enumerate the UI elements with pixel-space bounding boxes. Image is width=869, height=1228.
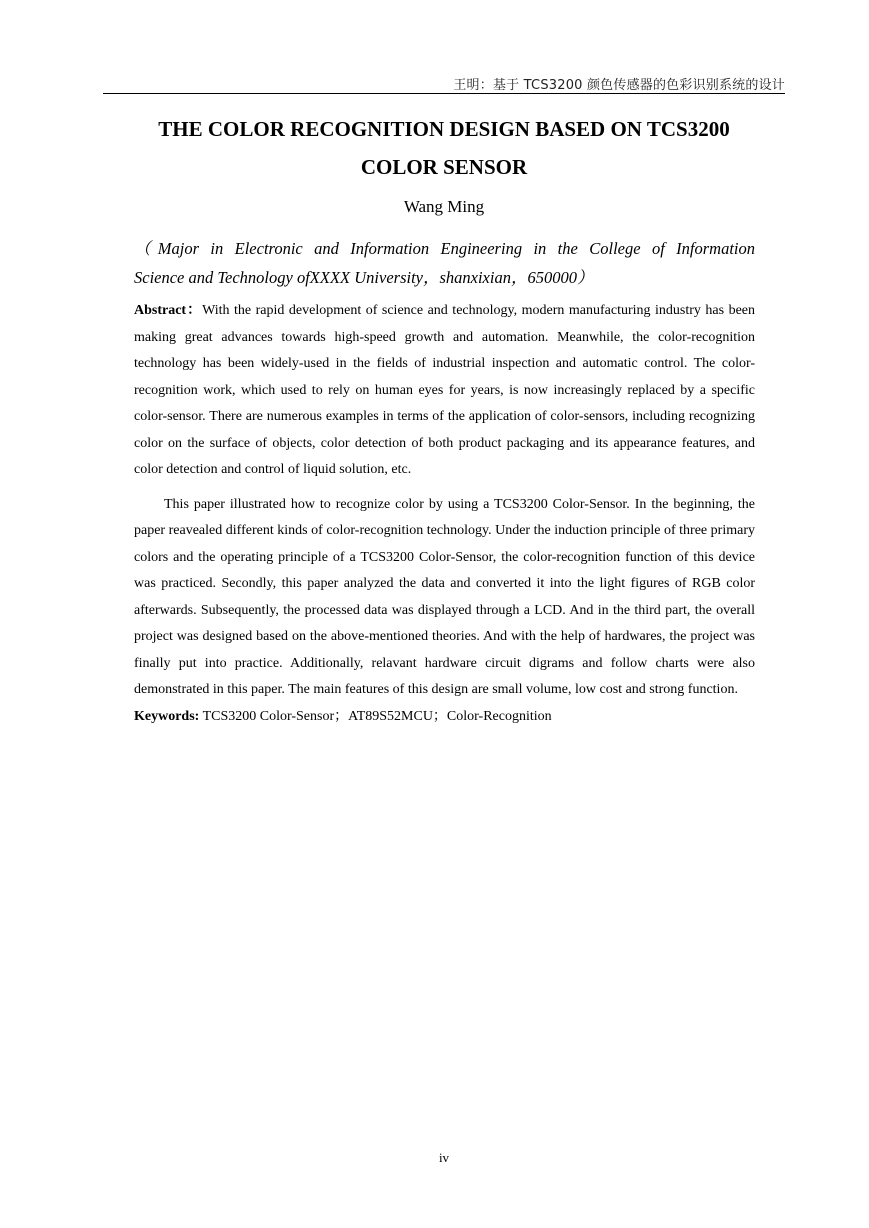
- page-number: iv: [438, 1150, 450, 1165]
- running-header: 王明：基于 TCS3200 颜色传感器的色彩识别系统的设计: [453, 78, 785, 93]
- keywords-value: TCS3200 Color-Sensor；AT89S52MCU；Color-Recognition: [199, 708, 552, 724]
- abstract-paragraph-2: This paper illustrated how to recognize color by using a TCS3200 Color-Sensor. In the beginning, the paper reavealed different kinds of color-recognition technology. Under the induction principle of three primary colors and the operating principle of a TCS3200 Color-Sensor, the color-recognition function of this device was practiced. Secondly, this paper analyzed the data and converted it into the light figures of RGB color afterwards. Subsequently, the processed data was displayed through a LCD. And in the third part, the overall project was designed based on the above-mentioned theories. And with the help of hardwares, the project was finally put into practice. Additionally, relavant hardware circuit digrams and follow charts were also demonstrated in this paper. The main features of this design are small volume, low cost and strong function.: [134, 496, 755, 697]
- affiliation: [134, 234, 755, 292]
- keywords-label: Keywords:: [134, 708, 200, 724]
- paper-title: [103, 110, 785, 186]
- affiliation-line-2: Science and Technology ofXXXX University，shanxixian，650000）: [134, 268, 594, 287]
- abstract-paragraph-1-text: With the rapid development of science and technology, modern manufacturing industry has been making great advances towards high-speed growth and automation. Meanwhile, the color-recognition technology has been widely-used in the fields of industrial inspection and automatic control. The color-recognition work, which used to rely on human eyes for years, is now increasingly replaced by a specific color-sensor. There are numerous examples in terms of the application of color-sensors, including recognizing color on the surface of objects, color detection of both product packaging and its appearance features, and color detection and control of liquid solution, etc.: [134, 303, 755, 477]
- title-line-2: COLOR SENSOR: [360, 155, 528, 179]
- abstract-section: [134, 298, 755, 730]
- author-name: Wang Ming: [403, 197, 485, 216]
- abstract-label: Abstract：: [134, 303, 203, 318]
- abstract-paragraph-1: [134, 298, 755, 484]
- keywords-line: [134, 704, 755, 731]
- affiliation-line-1: （Major in Electronic and Information Engineering in the College of Information: [134, 239, 755, 258]
- title-line-1: THE COLOR RECOGNITION DESIGN BASED ON TCS3200: [158, 117, 730, 141]
- header-rule: [103, 93, 785, 94]
